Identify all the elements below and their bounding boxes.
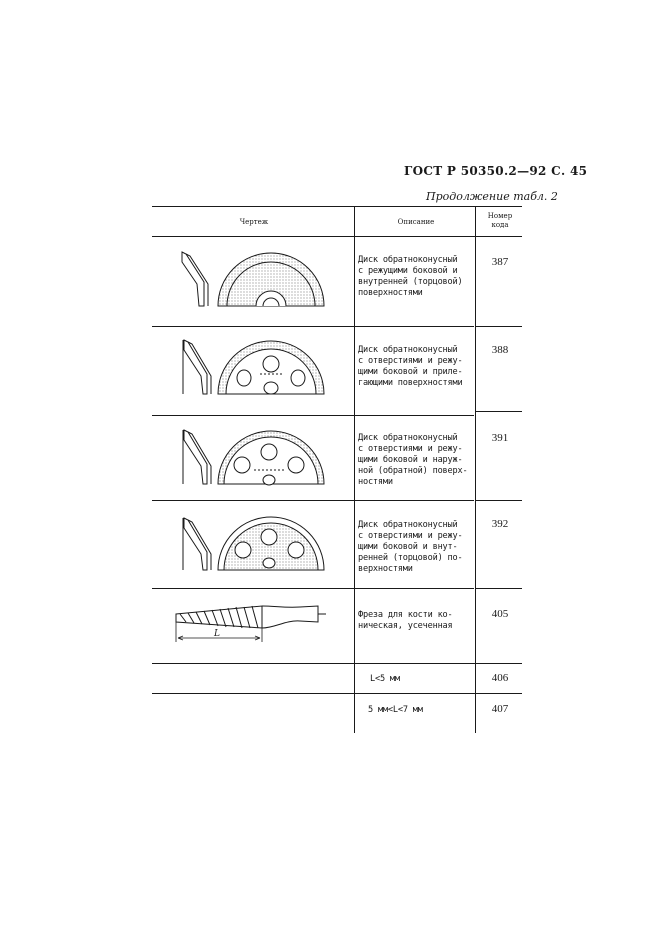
disc-front-view: [218, 517, 324, 570]
bur-body: [176, 606, 326, 628]
row-description: Диск обратноконусный с режущими боковой и внутренней (торцовой) поверхностями: [358, 255, 463, 298]
row-description: L<5 мм: [370, 674, 400, 684]
row-code: 391: [491, 432, 509, 444]
row-code: 392: [491, 518, 509, 530]
column-divider-1: [354, 206, 355, 733]
row-code: 406: [491, 672, 509, 684]
row-code: 387: [491, 256, 509, 268]
table-continuation-label: Продолжение табл. 2: [426, 190, 558, 203]
row-description: 5 мм<L<7 мм: [368, 705, 423, 715]
row-description: Диск обратноконусный с отверстиями и режу- щими боковой и внут- ренней (торцовой) по- верхностями: [358, 520, 463, 574]
row-description: Фреза для кости ко- ническая, усеченная: [358, 610, 453, 631]
column-header-drawing: Чертеж: [239, 218, 269, 226]
row-code: 405: [491, 608, 509, 620]
code-column-separator: [476, 326, 522, 327]
disc-side-profile: [182, 252, 208, 306]
row-separator: [152, 500, 474, 501]
table-header-bottom: [152, 236, 522, 237]
code-column-separator: [476, 588, 522, 589]
row-separator: [152, 663, 522, 664]
row-separator: [152, 588, 474, 589]
row-separator: [152, 326, 474, 327]
disc-side-profile: [183, 518, 211, 570]
row-separator: [152, 415, 474, 416]
column-divider-2: [475, 206, 476, 733]
page-header: ГОСТ Р 50350.2—92 С. 45: [404, 164, 588, 178]
row-code: 407: [491, 703, 509, 715]
row-code: 388: [491, 344, 509, 356]
dimension-l: [176, 622, 262, 642]
row-separator: [152, 693, 522, 694]
dimension-label: L: [214, 629, 220, 639]
disc-front-view: [218, 253, 324, 306]
row-description: Диск обратноконусный с отверстиями и режу- щими боковой и наруж- ной (обратной) поверх- ностями: [358, 433, 468, 487]
table-top-border: [152, 206, 522, 207]
code-column-separator: [476, 500, 522, 501]
disc-side-profile: [183, 340, 211, 394]
column-header-code: Номер кода: [487, 212, 513, 229]
row-description: Диск обратноконусный с отверстиями и режу- щими боковой и приле- гающими поверхностями: [358, 345, 463, 388]
disc-front-view: [218, 341, 324, 394]
column-header-description: Описание: [397, 218, 435, 226]
disc-front-view: [218, 431, 324, 485]
disc-side-profile: [183, 430, 211, 484]
code-column-separator: [476, 411, 522, 412]
